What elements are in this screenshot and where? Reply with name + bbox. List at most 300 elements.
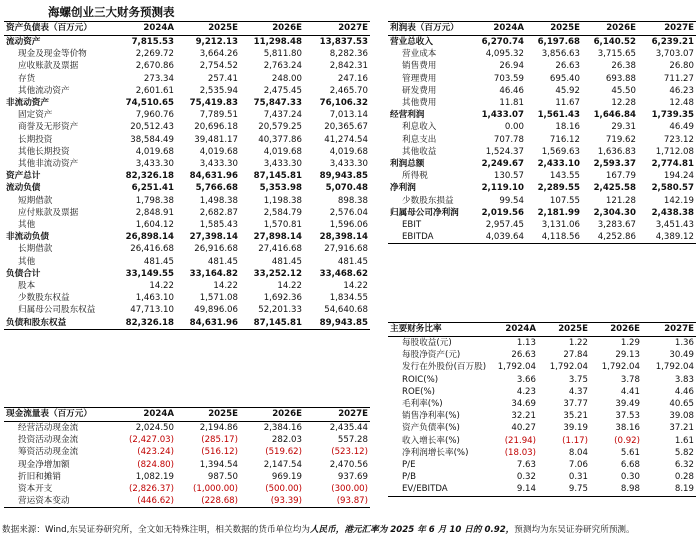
value-cell: 38.16: [615, 423, 640, 434]
value-cell: 1,636.83: [597, 146, 636, 157]
row-label: 其他费用: [402, 98, 437, 109]
value-cell: 8.04: [568, 447, 588, 458]
table-row: [4, 446, 370, 458]
value-cell: 4.46: [674, 386, 694, 397]
value-cell: 84,631.96: [176, 317, 240, 330]
value-cell: 1,798.38: [135, 195, 174, 206]
value-cell: 2,435.44: [329, 423, 368, 433]
row-label: 发行在外股份(百万股): [402, 362, 487, 373]
row-label: 管理费用: [402, 73, 437, 84]
value-cell: 76,106.32: [319, 98, 368, 109]
table-row: [4, 304, 370, 316]
value-cell: 26.80: [669, 61, 694, 72]
value-cell: 46.46: [499, 85, 524, 96]
value-cell: 33,149.55: [125, 268, 174, 279]
row-label: 应付账款及票据: [18, 207, 79, 218]
value-cell: 52,201.33: [258, 305, 302, 316]
value-cell: 27,398.14: [189, 232, 238, 243]
value-cell: 32.21: [511, 411, 536, 422]
value-cell: 937.69: [337, 471, 368, 482]
table-title: 主要财务比率: [388, 323, 488, 337]
row-label: 其他: [18, 256, 36, 267]
table-row: [4, 207, 370, 219]
table-row: [4, 97, 370, 109]
value-cell: (519.62): [265, 447, 302, 458]
value-cell: 257.41: [207, 73, 238, 84]
value-cell: 1,571.08: [199, 293, 238, 304]
value-cell: 3,283.67: [597, 220, 636, 231]
value-cell: 1,692.36: [263, 293, 302, 304]
table-row: [4, 158, 370, 170]
value-cell: 2,470.56: [329, 459, 368, 470]
value-cell: 719.62: [605, 134, 636, 145]
row-label: ROIC(%): [402, 374, 439, 385]
table-title: 现金流量表（百万元）: [4, 408, 116, 422]
table-row: [4, 317, 370, 330]
value-cell: 89,943.85: [319, 171, 368, 182]
value-cell: 75,419.83: [189, 98, 238, 109]
value-cell: 1,198.38: [263, 195, 302, 206]
row-label: 现金净增加额: [18, 459, 70, 470]
year-header: 2027E: [638, 22, 696, 36]
value-cell: 0.00: [504, 122, 524, 133]
value-cell: 11.81: [499, 98, 524, 109]
table-row: [388, 158, 696, 170]
value-cell: 0.32: [516, 472, 536, 483]
value-cell: 0.28: [674, 472, 694, 483]
row-label: 现金及现金等价物: [18, 49, 87, 60]
value-cell: 75,847.33: [253, 98, 302, 109]
value-cell: 3,703.07: [655, 49, 694, 60]
value-cell: 1,792.04: [497, 362, 536, 373]
value-cell: 7,815.53: [131, 37, 174, 47]
table-row: [388, 398, 696, 410]
table-row: [4, 134, 370, 146]
value-cell: 45.92: [555, 85, 580, 96]
value-cell: 248.00: [271, 73, 302, 84]
value-cell: 82,326.18: [116, 317, 176, 330]
value-cell: 2,763.24: [263, 61, 302, 72]
page-title: 海螺创业三大财务预测表: [48, 5, 175, 19]
year-header: 2025E: [538, 323, 590, 337]
value-cell: 5,766.68: [195, 183, 238, 194]
table-row: [4, 48, 370, 60]
value-cell: 1,569.63: [541, 146, 580, 157]
value-cell: 2,304.30: [593, 207, 636, 218]
value-cell: (2,826.37): [129, 484, 174, 495]
row-label: 固定资产: [18, 110, 53, 121]
table-title: 资产负债表（百万元）: [4, 22, 116, 36]
row-label: EBITDA: [388, 231, 472, 244]
row-label: 资产负债率(%): [402, 423, 460, 434]
row-label: EBIT: [402, 220, 422, 231]
value-cell: 87,145.81: [253, 171, 302, 182]
value-cell: 2,475.45: [263, 85, 302, 96]
table-row: [4, 268, 370, 280]
value-cell: 481.45: [143, 256, 174, 267]
financial-ratios-table: [388, 322, 696, 497]
row-label: 流动负债: [6, 183, 41, 194]
value-cell: 26,898.14: [125, 232, 174, 243]
value-cell: 2,024.50: [135, 423, 174, 433]
table-row: [388, 85, 696, 97]
year-header: 2025E: [526, 22, 582, 36]
value-cell: 20,696.18: [194, 122, 238, 133]
value-cell: 969.19: [271, 471, 302, 482]
value-cell: 20,365.67: [324, 122, 368, 133]
value-cell: 121.28: [605, 195, 636, 206]
value-cell: 3,715.65: [597, 49, 636, 60]
table-header-row: [4, 22, 370, 36]
value-cell: 2,269.72: [135, 49, 174, 60]
year-header: 2027E: [304, 408, 370, 422]
value-cell: 1,498.38: [199, 195, 238, 206]
table-row: [388, 60, 696, 72]
value-cell: 33,164.82: [189, 268, 238, 279]
value-cell: 2,848.91: [135, 207, 174, 218]
value-cell: 9.14: [488, 483, 538, 496]
value-cell: 1.61: [674, 435, 694, 446]
table-row: [388, 471, 696, 483]
table-row: [4, 459, 370, 471]
value-cell: 6.68: [620, 460, 640, 471]
value-cell: (228.68): [176, 495, 240, 508]
table-row: [4, 231, 370, 243]
value-cell: 89,943.85: [304, 317, 370, 330]
value-cell: 7.06: [568, 460, 588, 471]
table-header-row: [388, 22, 696, 36]
value-cell: 46.23: [669, 85, 694, 96]
row-label: 每股收益(元): [402, 338, 452, 348]
value-cell: 11.67: [555, 98, 580, 109]
value-cell: 34.69: [511, 399, 536, 410]
table-row: [388, 374, 696, 386]
row-label: 其他: [18, 220, 36, 231]
value-cell: 2,147.54: [263, 459, 302, 470]
row-label: 利润总额: [390, 159, 425, 170]
value-cell: 4.23: [516, 386, 536, 397]
year-header: 2024A: [116, 408, 176, 422]
row-label: 应收账款及票据: [18, 61, 79, 72]
value-cell: 1,834.55: [329, 293, 368, 304]
row-label: 其他流动资产: [18, 85, 70, 96]
row-label: ROE(%): [402, 386, 436, 397]
value-cell: 9.75: [538, 483, 590, 496]
value-cell: (285.17): [201, 435, 238, 446]
value-cell: 3.66: [516, 374, 536, 385]
value-cell: 39,481.17: [194, 134, 238, 145]
table-row: [388, 435, 696, 447]
row-label: 毛利率(%): [402, 399, 443, 410]
row-label: 净利润增长率(%): [402, 447, 469, 458]
value-cell: 5,070.48: [325, 183, 368, 194]
footnote-suffix: 预测均为东吴证券研究所预测。: [514, 525, 635, 535]
value-cell: 37.77: [563, 399, 588, 410]
value-cell: 14.22: [277, 281, 302, 292]
value-cell: 2,957.45: [485, 220, 524, 231]
value-cell: 1,463.10: [135, 293, 174, 304]
value-cell: 6,140.52: [593, 37, 636, 47]
row-label: 营业总收入: [390, 37, 433, 47]
value-cell: 74,510.65: [125, 98, 174, 109]
value-cell: (93.39): [240, 495, 304, 508]
value-cell: 26,416.68: [130, 244, 174, 255]
value-cell: 3,451.43: [655, 220, 694, 231]
row-label: P/E: [402, 460, 416, 471]
value-cell: (93.87): [304, 495, 370, 508]
table-row: [4, 60, 370, 72]
value-cell: 26.38: [611, 61, 636, 72]
value-cell: 28,398.14: [319, 232, 368, 243]
value-cell: (1,000.00): [193, 484, 238, 495]
table-row: [4, 495, 370, 508]
value-cell: 1,524.37: [485, 146, 524, 157]
value-cell: (516.12): [201, 447, 238, 458]
value-cell: 41,274.54: [324, 134, 368, 145]
table-row: [388, 219, 696, 231]
value-cell: 27,898.14: [253, 232, 302, 243]
row-label: 长期借款: [18, 244, 53, 255]
value-cell: 4.37: [568, 386, 588, 397]
value-cell: 167.79: [605, 171, 636, 182]
year-header: 2024A: [488, 323, 538, 337]
value-cell: 46.49: [669, 122, 694, 133]
row-label: 筹资活动现金流: [18, 447, 79, 458]
value-cell: 2,465.70: [329, 85, 368, 96]
row-label: EV/EBITDA: [388, 483, 488, 496]
value-cell: 33,252.12: [253, 268, 302, 279]
row-label: 每股净资产(元): [402, 350, 461, 361]
value-cell: 282.03: [271, 435, 302, 446]
table-title: 利润表（百万元）: [388, 22, 472, 36]
value-cell: 40.65: [669, 399, 694, 410]
table-row: [388, 410, 696, 422]
value-cell: (824.80): [137, 459, 174, 470]
value-cell: 37.53: [615, 411, 640, 422]
value-cell: 39.08: [669, 411, 694, 422]
value-cell: 2,433.10: [537, 159, 580, 170]
year-header: 2025E: [176, 22, 240, 36]
value-cell: 13,837.53: [319, 37, 368, 47]
value-cell: 30.49: [669, 350, 694, 361]
value-cell: 29.13: [615, 350, 640, 361]
value-cell: 481.45: [337, 256, 368, 267]
value-cell: 35.21: [563, 411, 588, 422]
value-cell: 4,019.68: [135, 146, 174, 157]
value-cell: 4.41: [620, 386, 640, 397]
row-label: 少数股东权益: [18, 293, 70, 304]
value-cell: 1.13: [516, 338, 536, 348]
table-row: [4, 219, 370, 231]
value-cell: 2,842.31: [329, 61, 368, 72]
value-cell: 26.94: [499, 61, 524, 72]
value-cell: 142.19: [663, 195, 694, 206]
table-row: [388, 349, 696, 361]
row-label: 收入增长率(%): [402, 435, 460, 446]
value-cell: 1,561.43: [537, 110, 580, 121]
value-cell: 4,039.64: [472, 231, 526, 244]
value-cell: (1.17): [562, 435, 588, 446]
row-label: 负债和股东权益: [4, 317, 116, 330]
value-cell: 1.29: [620, 338, 640, 348]
value-cell: 3,433.30: [263, 159, 302, 170]
value-cell: 1.36: [674, 338, 694, 348]
table-row: [4, 36, 370, 49]
table-row: [388, 361, 696, 373]
table-row: [388, 134, 696, 146]
value-cell: 12.28: [611, 98, 636, 109]
table-row: [4, 256, 370, 268]
value-cell: 2,593.37: [593, 159, 636, 170]
value-cell: 2,384.16: [263, 423, 302, 433]
value-cell: 194.24: [663, 171, 694, 182]
row-label: 短期借款: [18, 195, 53, 206]
value-cell: 5,811.80: [263, 49, 302, 60]
value-cell: 7.63: [516, 460, 536, 471]
year-header: 2026E: [240, 22, 304, 36]
value-cell: 7,437.24: [263, 110, 302, 121]
value-cell: 898.38: [337, 195, 368, 206]
value-cell: 2,019.56: [481, 207, 524, 218]
footnote-rate: 港元汇率为 2025 年 6 月 10 日的 0.92，: [344, 525, 515, 535]
source-footnote: [2, 524, 698, 537]
value-cell: 87,145.81: [240, 317, 304, 330]
table-row: [388, 109, 696, 121]
table-row: [4, 146, 370, 158]
value-cell: 20,512.43: [130, 122, 174, 133]
value-cell: 1,394.54: [199, 459, 238, 470]
value-cell: 6,239.21: [651, 37, 694, 47]
value-cell: 707.78: [493, 134, 524, 145]
value-cell: 3,131.06: [541, 220, 580, 231]
table-row: [4, 434, 370, 446]
value-cell: 481.45: [271, 256, 302, 267]
table-row: [388, 146, 696, 158]
table-row: [4, 85, 370, 97]
value-cell: 33,468.62: [319, 268, 368, 279]
value-cell: 481.45: [207, 256, 238, 267]
row-label: 其他非流动资产: [18, 159, 79, 170]
value-cell: (446.62): [116, 495, 176, 508]
value-cell: 3,433.30: [199, 159, 238, 170]
value-cell: 8,282.36: [329, 49, 368, 60]
value-cell: 557.28: [337, 435, 368, 446]
value-cell: 14.22: [343, 281, 368, 292]
row-label: 利息支出: [402, 134, 437, 145]
value-cell: (523.12): [331, 447, 368, 458]
value-cell: 84,631.96: [189, 171, 238, 182]
value-cell: 9,212.13: [195, 37, 238, 47]
cash-flow-table: [4, 407, 370, 508]
value-cell: 49,896.06: [194, 305, 238, 316]
value-cell: 14.22: [149, 281, 174, 292]
table-row: [4, 243, 370, 255]
value-cell: 2,438.38: [651, 207, 694, 218]
value-cell: 8.19: [642, 483, 696, 496]
value-cell: 1,646.84: [593, 110, 636, 121]
row-label: 其他长期投资: [18, 146, 70, 157]
table-row: [388, 170, 696, 182]
table-row: [388, 97, 696, 109]
value-cell: 1,792.04: [601, 362, 640, 373]
row-label: 折旧和摊销: [18, 471, 61, 482]
value-cell: 2,249.67: [481, 159, 524, 170]
row-label: 资产总计: [6, 171, 41, 182]
value-cell: 2,576.04: [329, 207, 368, 218]
value-cell: 4,389.12: [638, 231, 696, 244]
year-header: 2026E: [590, 323, 642, 337]
row-label: 股本: [18, 281, 36, 292]
value-cell: 14.22: [213, 281, 238, 292]
value-cell: 54,640.68: [324, 305, 368, 316]
value-cell: 3.83: [674, 374, 694, 385]
value-cell: 11,298.48: [253, 37, 302, 47]
value-cell: 0.30: [620, 472, 640, 483]
row-label: 销售净利率(%): [402, 411, 460, 422]
table-row: [4, 471, 370, 483]
value-cell: 4,118.56: [526, 231, 582, 244]
value-cell: 2,194.86: [199, 423, 238, 433]
value-cell: 1,433.07: [481, 110, 524, 121]
value-cell: 1,082.19: [135, 471, 174, 482]
row-label: 商誉及无形资产: [18, 122, 79, 133]
value-cell: 1,585.43: [199, 220, 238, 231]
value-cell: 130.57: [493, 171, 524, 182]
value-cell: 26,916.68: [194, 244, 238, 255]
value-cell: 143.55: [549, 171, 580, 182]
table-header-row: [388, 323, 696, 337]
year-header: 2026E: [240, 408, 304, 422]
value-cell: 4,019.68: [263, 146, 302, 157]
value-cell: 2,754.52: [199, 61, 238, 72]
value-cell: 1,596.06: [329, 220, 368, 231]
value-cell: 6,251.41: [131, 183, 174, 194]
value-cell: 39.19: [563, 423, 588, 434]
value-cell: 695.40: [549, 73, 580, 84]
value-cell: 273.34: [143, 73, 174, 84]
table-row: [4, 280, 370, 292]
row-label: 长期投资: [18, 134, 53, 145]
value-cell: 6,197.68: [537, 37, 580, 47]
row-label: P/B: [402, 472, 416, 483]
table-row: [4, 182, 370, 194]
row-label: 负债合计: [6, 268, 41, 279]
value-cell: 5,353.98: [259, 183, 302, 194]
table-row: [4, 170, 370, 182]
row-label: 存货: [18, 73, 36, 84]
income-statement-table: [388, 21, 696, 244]
value-cell: 716.12: [549, 134, 580, 145]
table-row: [388, 121, 696, 133]
value-cell: 693.88: [605, 73, 636, 84]
value-cell: 6,270.74: [481, 37, 524, 47]
table-row: [4, 73, 370, 85]
value-cell: 20,579.25: [258, 122, 302, 133]
value-cell: 3.75: [568, 374, 588, 385]
value-cell: 37.21: [669, 423, 694, 434]
row-label: 营运资本变动: [4, 495, 116, 508]
value-cell: 711.27: [663, 73, 694, 84]
value-cell: 26.63: [555, 61, 580, 72]
table-row: [388, 73, 696, 85]
value-cell: 27.84: [563, 350, 588, 361]
year-header: 2025E: [176, 408, 240, 422]
value-cell: 29.31: [611, 122, 636, 133]
value-cell: 47,713.10: [130, 305, 174, 316]
table-row: [388, 337, 696, 350]
value-cell: 1,570.81: [263, 220, 302, 231]
row-label: 少数股东损益: [402, 195, 454, 206]
